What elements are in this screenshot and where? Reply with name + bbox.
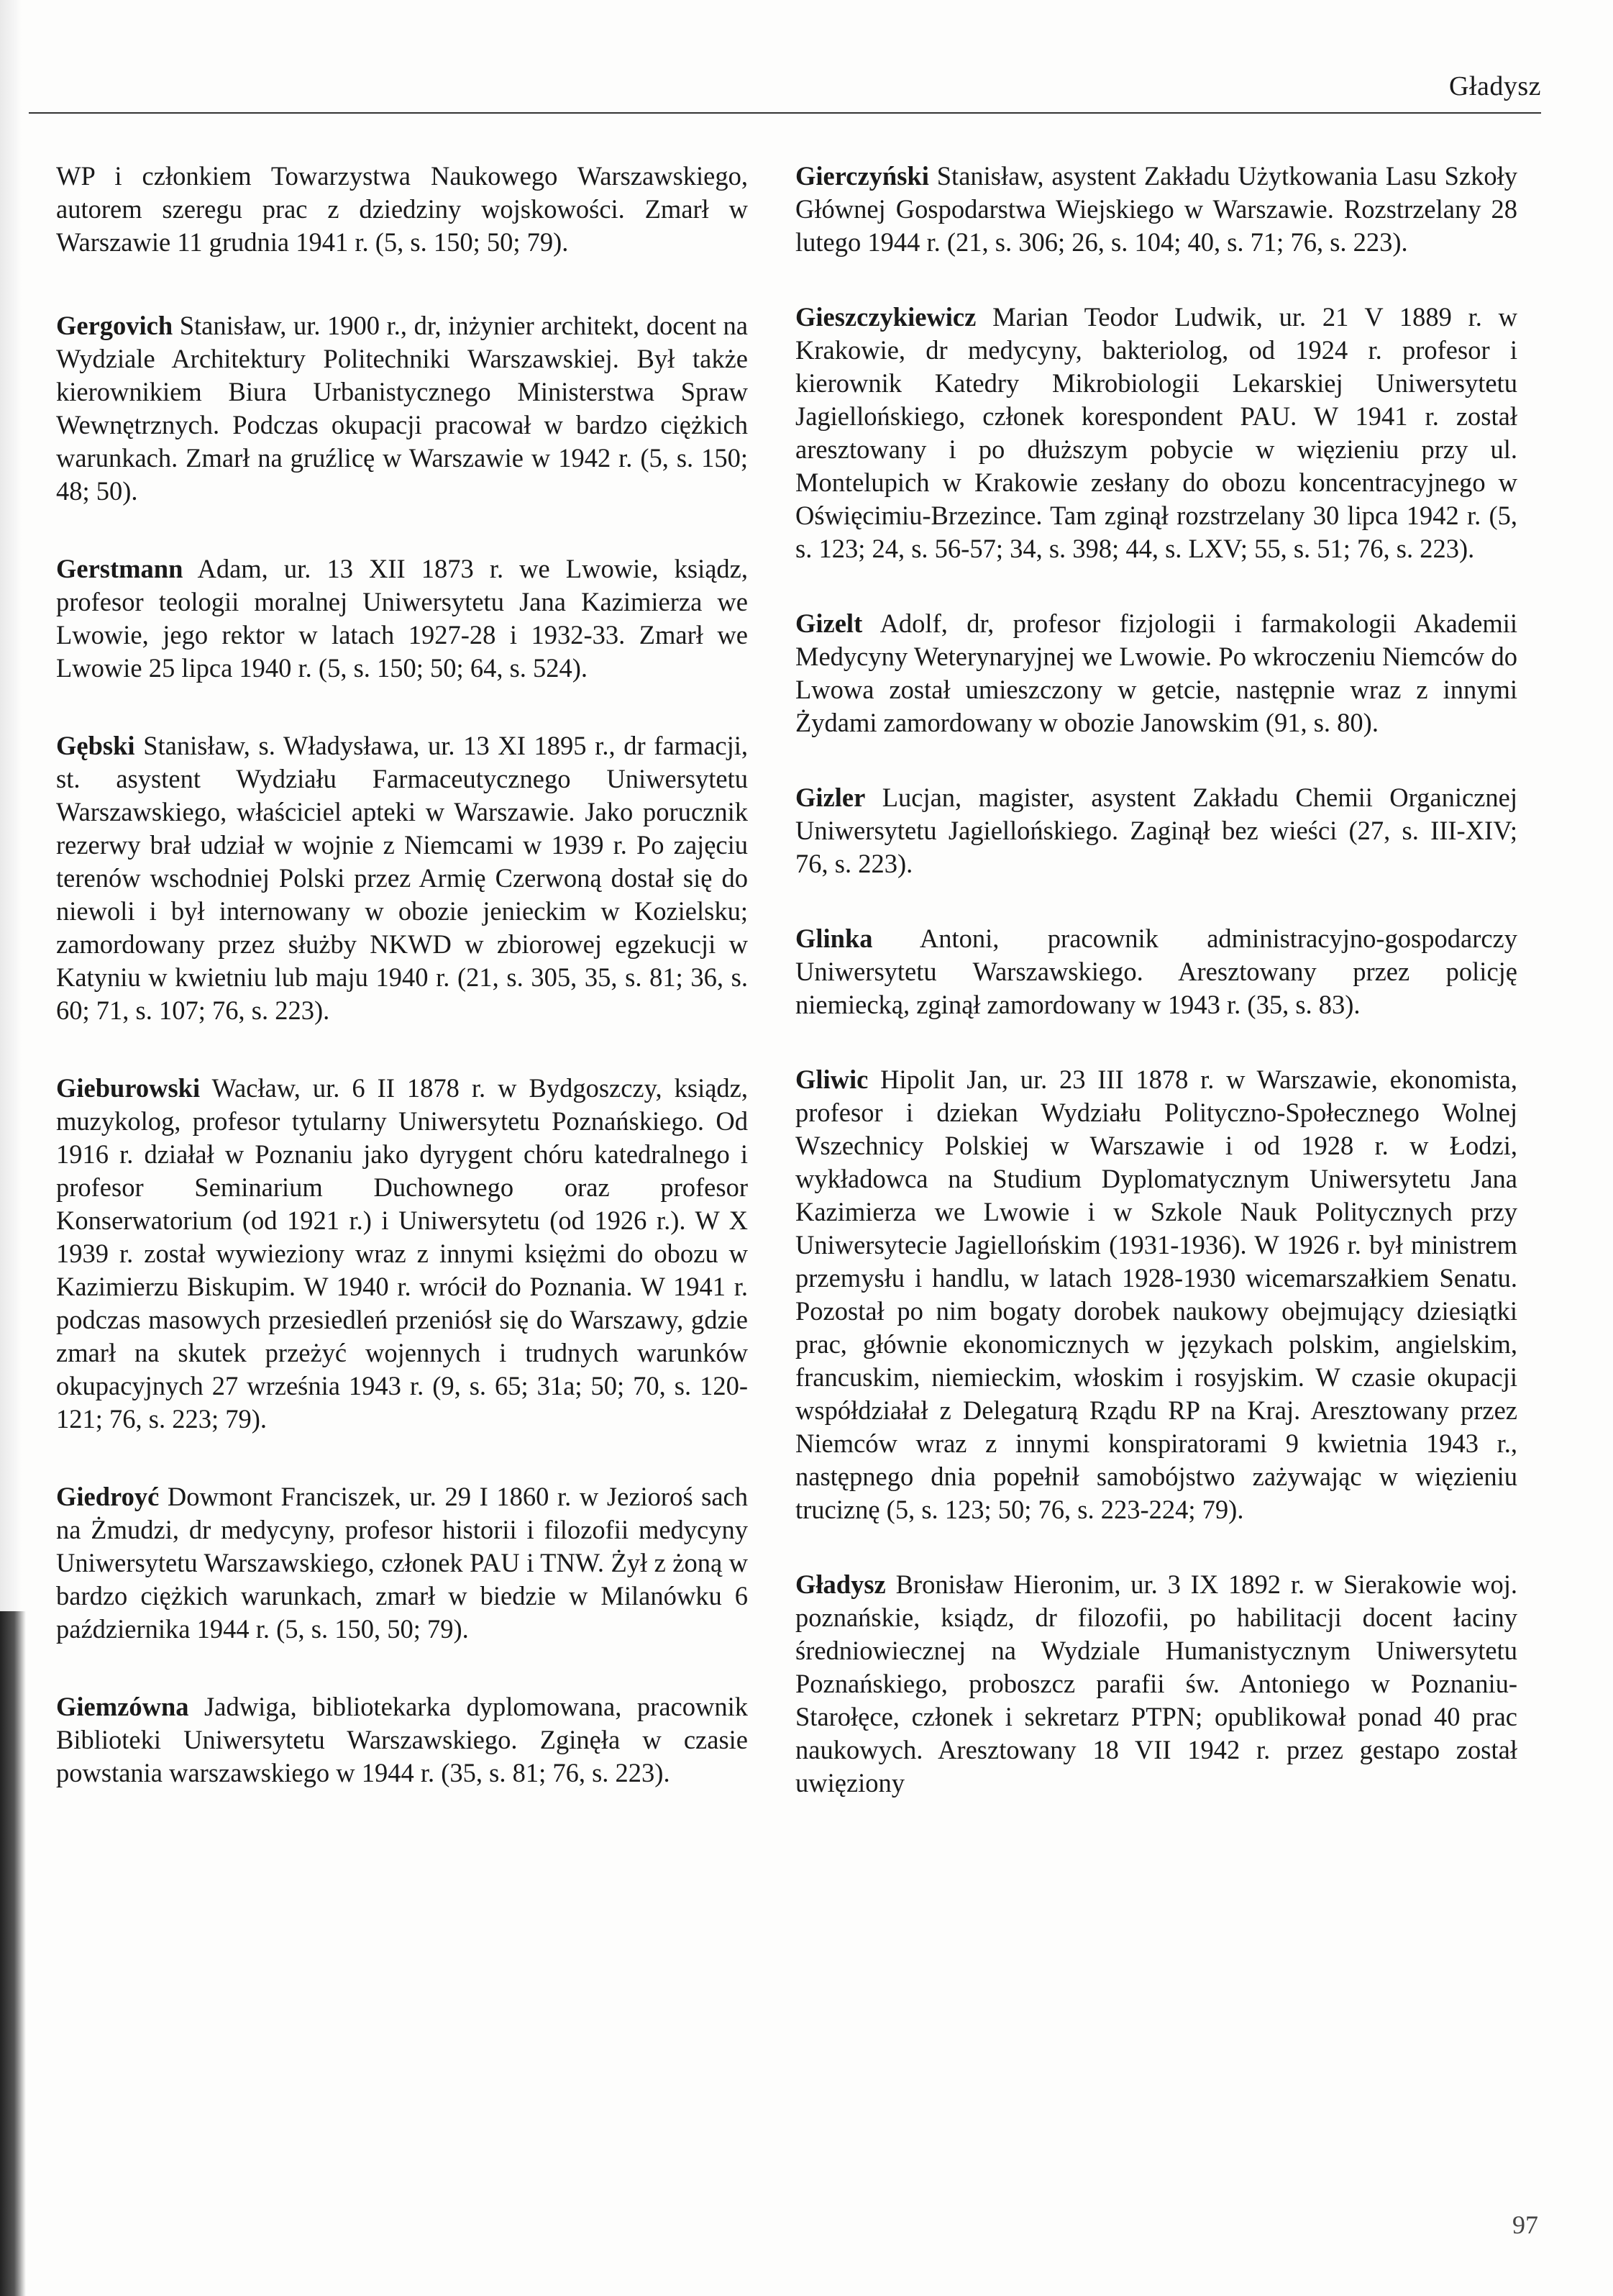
entry-gizelt [795, 607, 1517, 739]
entry-name: Gieszczykiewicz [795, 302, 977, 332]
entry-text: Stanisław, s. Władysława, ur. 13 XI 1895 r., dr farmacji, st. asystent Wydziału Farmaceutycznego Uniwersytetu Warszawskiego, właściciel apteki w Warszawie. Jako porucznik rezerwy brał udział w wojnie z Niemcami w 1939 r. Po zajęciu terenów wschodniej Polski przez Armię Czerwoną dostał się do niewoli i był internowany w obozie jenieckim w Kozielsku; zamordowany przez służby NKWD w zbiorowej egzekucji w Katyniu w kwietniu lub maju 1940 r. (21, s. 305, 35, s. 81; 36, s. 60; 71, s. 107; 76, s. 223). [56, 731, 748, 1025]
entry-name: Gładysz [795, 1570, 886, 1599]
entry-text: Antoni, pracownik administracyjno-gospodarczy Uniwersytetu Warszawskiego. Aresztowany przez policję niemiecką, zginął zamordowany w 1943 r. (35, s. 83). [795, 924, 1517, 1019]
book-spine-dark-edge [0, 1611, 26, 2296]
entry-gieszczykiewicz [795, 301, 1517, 565]
entry-text: Wacław, ur. 6 II 1878 r. w Bydgoszczy, ksiądz, muzykolog, profesor tytularny Uniwersytetu Poznańskiego. Od 1916 r. działał w Poznaniu jako dyrygent chóru katedralnego i profesor Seminarium Duchownego oraz profesor Konserwatorium (od 1921 r.) i Uniwersytetu (od 1926 r.). W X 1939 r. został wywieziony wraz z innymi księżmi do obozu w Kazimierzu Biskupim. W 1940 r. wrócił do Poznania. W 1941 r. podczas masowych przesiedleń przeniósł się do Warszawy, gdzie zmarł na skutek przeżyć wojennych i trudnych warunków okupacyjnych 27 września 1943 r. (9, s. 65; 31a; 50; 70, s. 120-121; 76, s. 223; 79). [56, 1073, 748, 1434]
entry-gierczynski [795, 160, 1517, 259]
entry-text: Dowmont Franciszek, ur. 29 I 1860 r. w Jezioroś sach na Żmudzi, dr medycyny, profesor historii i filozofii medycyny Uniwersytetu Warszawskiego, członek PAU i TNW. Żył z żoną w bardzo ciężkich warunkach, zmarł w biedzie w Milanówku 6 października 1944 r. (5, s. 150, 50; 79). [56, 1482, 748, 1644]
entry-name: Gizelt [795, 609, 863, 638]
entry-name: Gierczyński [795, 161, 929, 191]
entry-gizler [795, 781, 1517, 880]
entry-gergovich [56, 309, 748, 508]
right-column [795, 160, 1517, 1841]
entry-gieburowski [56, 1072, 748, 1436]
entry-gladysz [795, 1568, 1517, 1800]
entry-name: Gliwic [795, 1065, 869, 1094]
entry-name: Glinka [795, 924, 873, 953]
entry-giedroyc [56, 1480, 748, 1646]
entry-text: Lucjan, magister, asystent Zakładu Chemii Organicznej Uniwersytetu Jagiellońskiego. Zaginął bez wieści (27, s. III-XIV; 76, s. 223). [795, 783, 1517, 878]
entry-text: Adam, ur. 13 XII 1873 r. we Lwowie, ksiądz, profesor teologii moralnej Uniwersytetu Jana Kazimierza we Lwowie, jego rektor w latach 1927-28 i 1932-33. Zmarł we Lwowie 25 lipca 1940 r. (5, s. 150; 50; 64, s. 524). [56, 554, 748, 683]
entry-name: Gieburowski [56, 1073, 201, 1103]
entry-text: Adolf, dr, profesor fizjologii i farmakologii Akademii Medycyny Weterynaryjnej we Lwowie. Po wkroczeniu Niemców do Lwowa został umieszczony w getcie, następnie wraz z innymi Żydami zamordowany w obozie Janowskim (91, s. 80). [795, 609, 1517, 737]
entry-text: Marian Teodor Ludwik, ur. 21 V 1889 r. w Krakowie, dr medycyny, bakteriolog, od 1924 r. profesor i kierownik Katedry Mikrobiologii Lekarskiej Uniwersytetu Jagiellońskiego, członek korespondent PAU. W 1941 r. został aresztowany i po dłuższym pobycie w więzieniu przy ul. Montelupich w Krakowie zesłany do obozu koncentracyjnego w Oświęcimiu-Brzezince. Tam zginął rozstrzelany 30 lipca 1942 r. (5, s. 123; 24, s. 56-57; 34, s. 398; 44, s. LXV; 55, s. 51; 76, s. 223). [795, 302, 1517, 563]
header-rule [29, 112, 1541, 114]
entry-text: Stanisław, asystent Zakładu Użytkowania Lasu Szkoły Głównej Gospodarstwa Wiejskiego w Warszawie. Rozstrzelany 28 lutego 1944 r. (21, s. 306; 26, s. 104; 40, s. 71; 76, s. 223). [795, 161, 1517, 257]
left-column [56, 160, 748, 1834]
entry-gebski [56, 729, 748, 1027]
entry-glinka [795, 922, 1517, 1021]
entry-name: Gergovich [56, 311, 173, 340]
entry-gerstmann [56, 552, 748, 685]
entry-name: Gerstmann [56, 554, 183, 583]
entry-name: Gębski [56, 731, 135, 760]
entry-name: Giemzówna [56, 1692, 189, 1721]
entry-text: Jadwiga, bibliotekarka dyplomowana, pracownik Biblioteki Uniwersytetu Warszawskiego. Zginęła w czasie powstania warszawskiego w 1944 r. (35, s. 81; 76, s. 223). [56, 1692, 748, 1787]
entry-text: Hipolit Jan, ur. 23 III 1878 r. w Warszawie, ekonomista, profesor i dziekan Wydziału Polityczno-Społecznego Wolnej Wszechnicy Polskiej w Warszawie i od 1928 r. w Łodzi, wykładowca na Studium Dyplomatycznym Uniwersytetu Jana Kazimierza we Lwowie i w Szkole Nauk Politycznych przy Uniwersytecie Jagiellońskim (1931-1936). W 1926 r. był ministrem przemysłu i handlu, w latach 1928-1930 wicemarszałkiem Senatu. Pozostał po nim bogaty dorobek naukowy obejmujący dziesiątki prac, głównie ekonomicznych w językach polskim, angielskim, francuskim, niemieckim, włoskim i rosyjskim. W czasie okupacji współdziałał z Delegaturą Rządu RP na Kraj. Aresztowany przez Niemców wraz z innymi konspiratorami 9 kwietnia 1943 r., następnego dnia popełnił samobójstwo zażywając w więzieniu truciznę (5, s. 123; 50; 76, s. 223-224; 79). [795, 1065, 1517, 1524]
running-head: Gładysz [1448, 71, 1541, 101]
entry-text: WP i członkiem Towarzystwa Naukowego Warszawskiego, autorem szeregu prac z dziedziny wojskowości. Zmarł w Warszawie 11 grudnia 1941 r. (5, s. 150; 50; 79). [56, 161, 748, 257]
entry-text: Bronisław Hieronim, ur. 3 IX 1892 r. w Sierakowie woj. poznańskie, ksiądz, dr filozofii, po habilitacji docent łaciny średniowiecznej na Wydziale Humanistycznym Uniwersytetu Poznańskiego, proboszcz parafii św. Antoniego w Poznaniu-Starołęce, członek i sekretarz PTPN; opublikował ponad 40 prac naukowych. Aresztowany 18 VII 1942 r. przez gestapo został uwięziony [795, 1570, 1517, 1798]
entry-name: Gizler [795, 783, 866, 812]
entry-text: Stanisław, ur. 1900 r., dr, inżynier architekt, docent na Wydziale Architektury Politechniki Warszawskiej. Był także kierownikiem Biura Urbanistycznego Ministerstwa Spraw Wewnętrznych. Podczas okupacji pracował w bardzo ciężkich warunkach. Zmarł na gruźlicę w Warszawie w 1942 r. (5, s. 150; 48; 50). [56, 311, 748, 506]
entry-name: Giedroyć [56, 1482, 160, 1511]
entry [56, 160, 748, 259]
page-number: 97 [1512, 2210, 1538, 2239]
entry-giemzowna [56, 1690, 748, 1790]
entry-gliwic [795, 1063, 1517, 1526]
